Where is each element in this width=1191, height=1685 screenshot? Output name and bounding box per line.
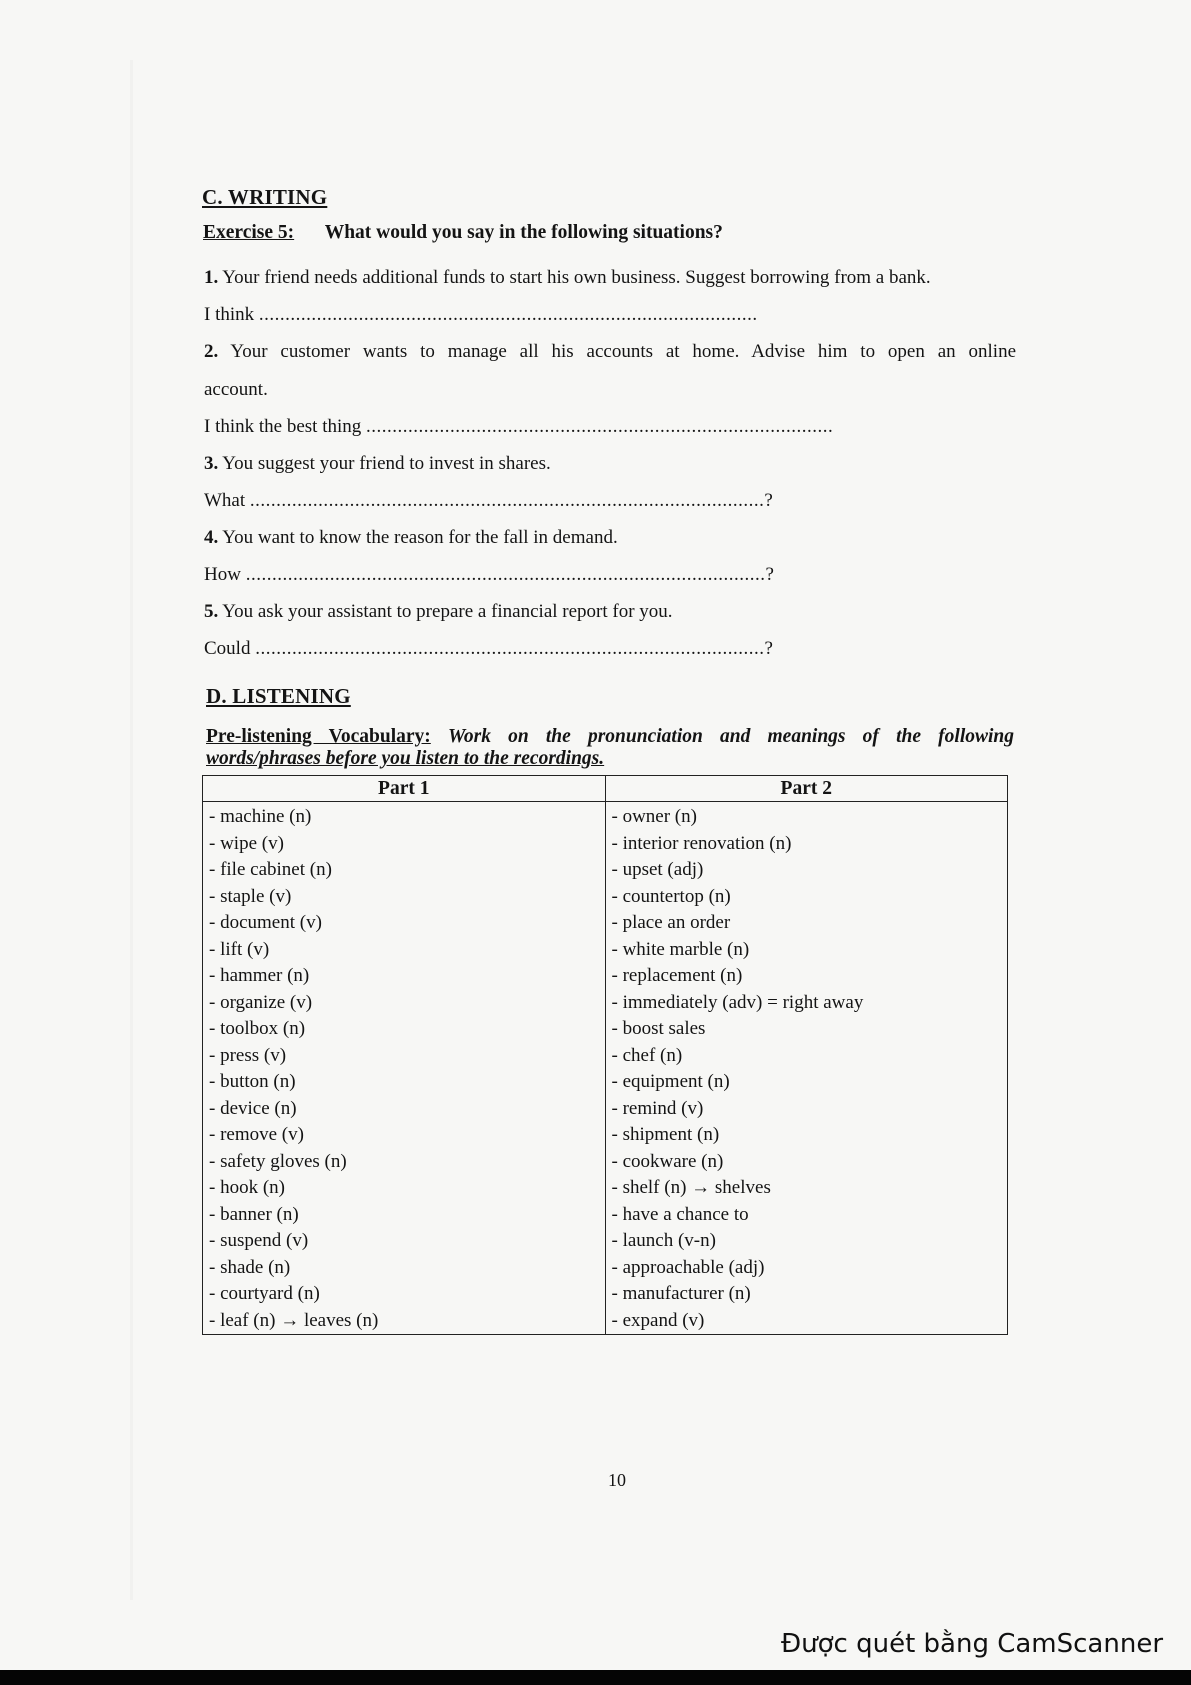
exercise-label: Exercise 5: bbox=[203, 222, 295, 243]
vocab-item: - courtyard (n) bbox=[209, 1283, 320, 1304]
section-d-heading: D. LISTENING bbox=[206, 684, 351, 708]
vocab-item: - hammer (n) bbox=[209, 965, 310, 986]
exercise-prompt: What would you say in the following situations? bbox=[324, 222, 723, 243]
vocab-item: - chef (n) bbox=[611, 1044, 683, 1066]
vocab-item: - banner (n) bbox=[209, 1203, 299, 1225]
vocab-item: - have a chance to bbox=[611, 1203, 749, 1225]
answer-line-4: How ...................................................................................................? bbox=[204, 564, 774, 585]
camscanner-watermark: Được quét bằng CamScanner bbox=[781, 1629, 1164, 1659]
header-part-1: Part 1 bbox=[203, 776, 606, 802]
vocab-item: - shade (n) bbox=[209, 1256, 291, 1278]
vocab-item: - shelf (n) → shelves bbox=[611, 1177, 771, 1198]
exercise-5-line bbox=[203, 222, 723, 244]
vocab-item: - boost sales bbox=[611, 1018, 706, 1039]
vocab-item: - interior renovation (n) bbox=[611, 832, 792, 854]
question-2: 2. Your customer wants to manage all his accounts at home. Advise him to open an online bbox=[204, 341, 1016, 362]
vocab-item: - owner (n) bbox=[611, 806, 697, 827]
vocab-item: - cookware (n) bbox=[611, 1150, 724, 1172]
question-2-continued: account. bbox=[204, 379, 268, 400]
question-5: 5. You ask your assistant to prepare a financial report for you. bbox=[204, 601, 673, 622]
vocab-item: - approachable (adj) bbox=[611, 1256, 765, 1278]
vocab-item: - expand (v) bbox=[611, 1309, 705, 1331]
prelistening-label: Pre-listening Vocabulary: bbox=[206, 726, 431, 747]
vocab-item: - launch (v-n) bbox=[611, 1230, 716, 1251]
vocab-item: - equipment (n) bbox=[611, 1071, 730, 1092]
vocab-item: - white marble (n) bbox=[611, 938, 750, 960]
answer-line-3: What ..................................................................................................? bbox=[204, 490, 773, 511]
scan-shadow bbox=[130, 60, 133, 1600]
vocab-item: - lift (v) bbox=[209, 938, 270, 960]
vocab-item: - immediately (adv) = right away bbox=[611, 991, 864, 1013]
vocab-item: - machine (n) bbox=[209, 806, 312, 827]
vocab-item: - organize (v) bbox=[209, 991, 313, 1013]
vocab-item: - staple (v) bbox=[209, 885, 292, 907]
part-2-column bbox=[605, 802, 1008, 1335]
vocab-item: - shipment (n) bbox=[611, 1124, 720, 1145]
vocab-item: - upset (adj) bbox=[611, 859, 704, 880]
answer-line-1: I think ............................................................................................... bbox=[204, 304, 758, 325]
vocabulary-table bbox=[202, 775, 1008, 1335]
vocab-item: - press (v) bbox=[209, 1044, 287, 1066]
vocab-item: - remove (v) bbox=[209, 1124, 304, 1145]
prelistening-instructions: Pre-listening Vocabulary: Work on the pronunciation and meanings of the following words/phrases before you listen to the recordings. bbox=[206, 726, 1015, 769]
bottom-bar bbox=[0, 1670, 1191, 1685]
vocab-item: - wipe (v) bbox=[209, 832, 284, 854]
vocab-item: - manufacturer (n) bbox=[611, 1283, 751, 1304]
answer-line-5: Could .................................................................................................? bbox=[204, 638, 773, 659]
vocab-item: - remind (v) bbox=[611, 1097, 704, 1119]
vocab-item: - safety gloves (n) bbox=[209, 1150, 347, 1172]
answer-line-2: I think the best thing ......................................................................................... bbox=[204, 416, 834, 437]
question-3: 3. You suggest your friend to invest in shares. bbox=[204, 453, 551, 474]
question-1: 1. Your friend needs additional funds to start his own business. Suggest borrowing from a bank. bbox=[204, 267, 931, 288]
vocab-item: - replacement (n) bbox=[611, 965, 743, 986]
vocab-item: - leaf (n) → leaves (n) bbox=[209, 1309, 379, 1331]
part-1-column bbox=[203, 802, 606, 1335]
question-4: 4. You want to know the reason for the fall in demand. bbox=[204, 527, 618, 548]
page-number: 10 bbox=[608, 1470, 626, 1490]
vocab-item: - button (n) bbox=[209, 1071, 296, 1092]
vocab-item: - toolbox (n) bbox=[209, 1018, 306, 1039]
section-c-heading: C. WRITING bbox=[202, 185, 328, 209]
vocab-item: - place an order bbox=[611, 912, 731, 933]
vocab-item: - suspend (v) bbox=[209, 1230, 309, 1251]
vocab-item: - hook (n) bbox=[209, 1177, 285, 1198]
vocab-item: - device (n) bbox=[209, 1097, 297, 1119]
vocab-item: - countertop (n) bbox=[611, 885, 731, 907]
vocab-item: - document (v) bbox=[209, 912, 322, 933]
vocab-item: - file cabinet (n) bbox=[209, 859, 332, 880]
header-part-2: Part 2 bbox=[605, 776, 1008, 802]
